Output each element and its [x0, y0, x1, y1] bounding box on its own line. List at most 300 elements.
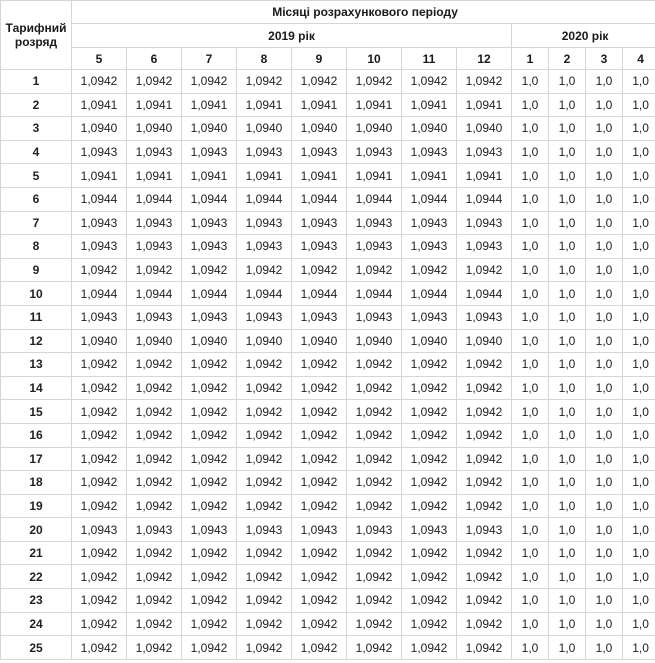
coefficient-cell: 1,0940: [237, 117, 292, 141]
table-row: [1, 400, 655, 424]
coefficient-cell: 1,0940: [457, 117, 512, 141]
coefficient-cell: 1,0: [623, 423, 655, 447]
month-header-2019: 6: [127, 48, 182, 70]
coefficient-cell: 1,0942: [237, 353, 292, 377]
coefficient-cell: 1,0: [586, 211, 623, 235]
coefficient-cell: 1,0: [623, 353, 655, 377]
coefficient-cell: 1,0: [586, 235, 623, 259]
coefficient-cell: 1,0943: [182, 211, 237, 235]
coefficient-cell: 1,0: [623, 471, 655, 495]
coefficient-cell: 1,0: [512, 164, 549, 188]
table-row: [1, 636, 655, 660]
coefficient-cell: 1,0: [512, 353, 549, 377]
coefficient-cell: 1,0942: [292, 376, 347, 400]
coefficient-cell: 1,0943: [347, 235, 402, 259]
coefficient-cell: 1,0943: [237, 140, 292, 164]
coefficient-cell: 1,0: [512, 423, 549, 447]
month-header-2019: 8: [237, 48, 292, 70]
coefficient-cell: 1,0: [586, 353, 623, 377]
coefficient-cell: 1,0942: [72, 494, 127, 518]
coefficient-cell: 1,0941: [347, 93, 402, 117]
coefficient-cell: 1,0: [623, 235, 655, 259]
coefficient-cell: 1,0944: [347, 187, 402, 211]
coefficient-cell: 1,0942: [457, 494, 512, 518]
coefficient-cell: 1,0: [549, 423, 586, 447]
coefficient-cell: 1,0942: [292, 541, 347, 565]
month-header-2020: 2: [549, 48, 586, 70]
coefficient-cell: 1,0: [586, 70, 623, 94]
coefficient-cell: 1,0944: [402, 187, 457, 211]
coefficient-cell: 1,0943: [347, 305, 402, 329]
coefficient-cell: 1,0943: [237, 211, 292, 235]
coefficient-cell: 1,0943: [292, 305, 347, 329]
coefficient-cell: 1,0: [623, 117, 655, 141]
coefficient-cell: 1,0942: [402, 376, 457, 400]
coefficient-cell: 1,0943: [72, 305, 127, 329]
coefficient-cell: 1,0943: [402, 305, 457, 329]
coefficient-cell: 1,0: [586, 117, 623, 141]
coefficient-cell: 1,0942: [457, 636, 512, 660]
coefficient-cell: 1,0943: [457, 305, 512, 329]
coefficient-cell: 1,0941: [237, 164, 292, 188]
coefficient-cell: 1,0942: [127, 258, 182, 282]
coefficient-cell: 1,0942: [182, 400, 237, 424]
coefficient-cell: 1,0942: [127, 447, 182, 471]
coefficient-cell: 1,0940: [347, 117, 402, 141]
month-header-2019: 7: [182, 48, 237, 70]
coefficient-cell: 1,0942: [182, 565, 237, 589]
coefficient-cell: 1,0942: [237, 471, 292, 495]
coefficient-cell: 1,0942: [72, 423, 127, 447]
coefficient-cell: 1,0940: [457, 329, 512, 353]
coefficient-cell: 1,0942: [457, 376, 512, 400]
grade-cell: 24: [1, 612, 72, 636]
coefficient-cell: 1,0942: [402, 400, 457, 424]
coefficient-cell: 1,0942: [237, 400, 292, 424]
coefficient-cell: 1,0: [586, 447, 623, 471]
coefficient-cell: 1,0942: [292, 423, 347, 447]
coefficient-cell: 1,0: [586, 93, 623, 117]
coefficient-cell: 1,0943: [237, 305, 292, 329]
coefficient-cell: 1,0942: [347, 353, 402, 377]
coefficient-cell: 1,0943: [402, 518, 457, 542]
coefficient-cell: 1,0942: [347, 447, 402, 471]
coefficient-cell: 1,0942: [182, 258, 237, 282]
coefficient-cell: 1,0942: [182, 612, 237, 636]
grade-cell: 12: [1, 329, 72, 353]
coefficient-cell: 1,0942: [347, 376, 402, 400]
coefficient-cell: 1,0943: [127, 140, 182, 164]
grade-cell: 17: [1, 447, 72, 471]
coefficient-cell: 1,0: [623, 494, 655, 518]
coefficient-cell: 1,0: [623, 447, 655, 471]
coefficient-cell: 1,0: [586, 305, 623, 329]
coefficient-cell: 1,0: [623, 140, 655, 164]
coefficient-cell: 1,0: [549, 612, 586, 636]
table-row: [1, 187, 655, 211]
coefficient-cell: 1,0: [512, 187, 549, 211]
coefficient-cell: 1,0: [623, 565, 655, 589]
coefficient-cell: 1,0942: [292, 612, 347, 636]
coefficient-cell: 1,0: [549, 541, 586, 565]
coefficient-cell: 1,0940: [72, 329, 127, 353]
coefficient-cell: 1,0942: [237, 70, 292, 94]
coefficient-cell: 1,0943: [292, 140, 347, 164]
coefficient-cell: 1,0942: [72, 565, 127, 589]
month-header-2019: 10: [347, 48, 402, 70]
coefficient-cell: 1,0941: [127, 164, 182, 188]
grade-cell: 10: [1, 282, 72, 306]
coefficient-cell: 1,0943: [182, 235, 237, 259]
coefficient-cell: 1,0942: [127, 70, 182, 94]
coefficient-cell: 1,0942: [237, 541, 292, 565]
coefficient-cell: 1,0942: [457, 541, 512, 565]
coefficient-cell: 1,0942: [127, 423, 182, 447]
coefficient-cell: 1,0942: [182, 423, 237, 447]
coefficient-cell: 1,0: [623, 305, 655, 329]
coefficient-cell: 1,0942: [127, 400, 182, 424]
coefficient-cell: 1,0942: [457, 353, 512, 377]
table-row: [1, 423, 655, 447]
coefficient-cell: 1,0942: [402, 70, 457, 94]
coefficient-cell: 1,0: [586, 541, 623, 565]
table-row: [1, 70, 655, 94]
coefficient-cell: 1,0942: [127, 589, 182, 613]
coefficient-cell: 1,0943: [182, 140, 237, 164]
coefficient-cell: 1,0: [549, 447, 586, 471]
coefficient-cell: 1,0942: [402, 471, 457, 495]
coefficient-cell: 1,0: [623, 329, 655, 353]
coefficient-cell: 1,0: [586, 423, 623, 447]
coefficient-cell: 1,0943: [127, 305, 182, 329]
coefficient-cell: 1,0: [512, 589, 549, 613]
coefficient-cell: 1,0942: [182, 70, 237, 94]
coefficient-cell: 1,0: [586, 636, 623, 660]
table-row: [1, 471, 655, 495]
coefficient-cell: 1,0944: [457, 187, 512, 211]
coefficient-cell: 1,0: [549, 164, 586, 188]
coefficient-cell: 1,0942: [127, 471, 182, 495]
coefficient-cell: 1,0942: [127, 494, 182, 518]
grade-cell: 3: [1, 117, 72, 141]
coefficient-cell: 1,0942: [292, 471, 347, 495]
coefficient-cell: 1,0941: [182, 93, 237, 117]
coefficient-cell: 1,0942: [72, 447, 127, 471]
coefficient-cell: 1,0940: [292, 117, 347, 141]
coefficient-cell: 1,0942: [457, 70, 512, 94]
coefficient-cell: 1,0942: [457, 423, 512, 447]
table-row: [1, 541, 655, 565]
grade-cell: 5: [1, 164, 72, 188]
coefficient-cell: 1,0: [549, 93, 586, 117]
table-row: [1, 258, 655, 282]
coefficient-cell: 1,0942: [292, 258, 347, 282]
table-row: [1, 117, 655, 141]
coefficient-cell: 1,0942: [182, 541, 237, 565]
coefficient-cell: 1,0944: [347, 282, 402, 306]
coefficient-cell: 1,0: [512, 70, 549, 94]
coefficient-cell: 1,0: [586, 518, 623, 542]
month-header-2020: 4: [623, 48, 655, 70]
coefficient-cell: 1,0943: [237, 518, 292, 542]
coefficient-cell: 1,0: [512, 541, 549, 565]
coefficient-cell: 1,0942: [292, 400, 347, 424]
coefficient-cell: 1,0: [623, 70, 655, 94]
coefficient-cell: 1,0940: [182, 329, 237, 353]
coefficient-cell: 1,0942: [347, 636, 402, 660]
coefficient-cell: 1,0: [512, 235, 549, 259]
grade-cell: 15: [1, 400, 72, 424]
coefficient-cell: 1,0940: [237, 329, 292, 353]
month-header-2019: 5: [72, 48, 127, 70]
coefficient-cell: 1,0940: [402, 117, 457, 141]
coefficient-cell: 1,0942: [347, 471, 402, 495]
month-header-2020: 3: [586, 48, 623, 70]
coefficient-cell: 1,0942: [127, 612, 182, 636]
coefficient-cell: 1,0: [623, 636, 655, 660]
coefficient-cell: 1,0942: [402, 636, 457, 660]
coefficient-cell: 1,0940: [127, 117, 182, 141]
coefficient-cell: 1,0942: [402, 353, 457, 377]
coefficient-cell: 1,0943: [182, 518, 237, 542]
table-row: [1, 235, 655, 259]
coefficient-cell: 1,0: [549, 589, 586, 613]
table-row: [1, 612, 655, 636]
coefficient-cell: 1,0942: [457, 589, 512, 613]
coefficient-cell: 1,0: [549, 140, 586, 164]
coefficient-cell: 1,0940: [182, 117, 237, 141]
coefficient-cell: 1,0942: [182, 589, 237, 613]
coefficient-cell: 1,0: [586, 400, 623, 424]
coefficient-cell: 1,0940: [402, 329, 457, 353]
coefficient-cell: 1,0944: [237, 187, 292, 211]
grade-cell: 16: [1, 423, 72, 447]
table-row: [1, 164, 655, 188]
coefficient-cell: 1,0944: [182, 282, 237, 306]
coefficient-cell: 1,0942: [402, 612, 457, 636]
coefficient-cell: 1,0942: [402, 541, 457, 565]
table-row: [1, 329, 655, 353]
coefficient-cell: 1,0: [512, 518, 549, 542]
coefficient-cell: 1,0: [549, 329, 586, 353]
coefficient-cell: 1,0942: [127, 636, 182, 660]
month-header-2019: 9: [292, 48, 347, 70]
coefficient-cell: 1,0943: [457, 518, 512, 542]
coefficient-cell: 1,0944: [292, 187, 347, 211]
grade-cell: 19: [1, 494, 72, 518]
coefficient-cell: 1,0: [549, 117, 586, 141]
coefficient-cell: 1,0942: [457, 447, 512, 471]
coefficient-cell: 1,0942: [402, 423, 457, 447]
coefficient-cell: 1,0942: [347, 589, 402, 613]
coefficient-cell: 1,0943: [292, 518, 347, 542]
coefficient-cell: 1,0942: [72, 612, 127, 636]
coefficient-cell: 1,0942: [402, 589, 457, 613]
coefficient-cell: 1,0: [586, 471, 623, 495]
coefficient-cell: 1,0942: [237, 612, 292, 636]
coefficient-cell: 1,0942: [72, 471, 127, 495]
coefficient-cell: 1,0942: [402, 494, 457, 518]
coefficient-cell: 1,0942: [237, 565, 292, 589]
coefficient-cell: 1,0: [512, 565, 549, 589]
coefficient-cell: 1,0: [586, 187, 623, 211]
coefficient-cell: 1,0943: [457, 211, 512, 235]
coefficient-cell: 1,0: [512, 636, 549, 660]
coefficient-cell: 1,0944: [402, 282, 457, 306]
coefficient-cell: 1,0: [623, 258, 655, 282]
coefficient-cell: 1,0: [512, 447, 549, 471]
coefficient-cell: 1,0943: [292, 235, 347, 259]
coefficient-cell: 1,0941: [402, 164, 457, 188]
coefficient-cell: 1,0942: [127, 565, 182, 589]
grade-cell: 20: [1, 518, 72, 542]
coefficient-cell: 1,0942: [237, 636, 292, 660]
table-row: [1, 305, 655, 329]
coefficient-cell: 1,0: [623, 211, 655, 235]
coefficient-cell: 1,0: [623, 282, 655, 306]
grade-cell: 11: [1, 305, 72, 329]
coefficient-cell: 1,0943: [347, 211, 402, 235]
year-2020-header: 2020 рік: [512, 24, 655, 48]
coefficient-cell: 1,0: [549, 305, 586, 329]
coefficient-cell: 1,0942: [72, 589, 127, 613]
coefficient-cell: 1,0941: [292, 164, 347, 188]
coefficient-cell: 1,0943: [457, 235, 512, 259]
coefficient-cell: 1,0944: [292, 282, 347, 306]
coefficient-cell: 1,0: [586, 612, 623, 636]
coefficient-cell: 1,0941: [292, 93, 347, 117]
coefficient-cell: 1,0: [549, 282, 586, 306]
coefficient-cell: 1,0941: [402, 93, 457, 117]
coefficient-cell: 1,0: [586, 329, 623, 353]
grade-cell: 8: [1, 235, 72, 259]
coefficient-cell: 1,0942: [347, 423, 402, 447]
coefficient-cell: 1,0: [549, 235, 586, 259]
month-header-2019: 12: [457, 48, 512, 70]
coefficient-cell: 1,0: [512, 211, 549, 235]
coefficient-cell: 1,0942: [402, 565, 457, 589]
coefficient-cell: 1,0943: [402, 235, 457, 259]
coefficient-cell: 1,0940: [347, 329, 402, 353]
coefficient-cell: 1,0941: [457, 164, 512, 188]
coefficient-cell: 1,0942: [237, 589, 292, 613]
coefficient-cell: 1,0942: [237, 423, 292, 447]
coefficient-cell: 1,0944: [127, 187, 182, 211]
coefficient-cell: 1,0944: [127, 282, 182, 306]
grade-cell: 2: [1, 93, 72, 117]
coefficient-cell: 1,0: [512, 471, 549, 495]
coefficient-cell: 1,0: [512, 140, 549, 164]
coefficient-cell: 1,0: [512, 93, 549, 117]
coefficient-cell: 1,0941: [457, 93, 512, 117]
coefficient-cell: 1,0943: [237, 235, 292, 259]
coefficient-cell: 1,0942: [182, 376, 237, 400]
coefficient-cell: 1,0943: [347, 140, 402, 164]
coefficient-cell: 1,0: [512, 282, 549, 306]
coefficient-cell: 1,0: [586, 494, 623, 518]
coefficient-cell: 1,0944: [182, 187, 237, 211]
table-row: [1, 93, 655, 117]
coefficient-cell: 1,0941: [72, 164, 127, 188]
coefficient-cell: 1,0: [623, 541, 655, 565]
table-row: [1, 353, 655, 377]
coefficient-cell: 1,0943: [127, 518, 182, 542]
coefficient-cell: 1,0944: [457, 282, 512, 306]
coefficient-cell: 1,0942: [127, 353, 182, 377]
table-row: [1, 494, 655, 518]
coefficient-cell: 1,0942: [72, 376, 127, 400]
coefficient-cell: 1,0: [549, 70, 586, 94]
coefficient-cell: 1,0942: [72, 258, 127, 282]
coefficient-cell: 1,0: [549, 518, 586, 542]
coefficient-cell: 1,0: [512, 329, 549, 353]
coefficient-cell: 1,0: [549, 258, 586, 282]
coefficient-cell: 1,0: [586, 376, 623, 400]
coefficient-cell: 1,0942: [347, 494, 402, 518]
coefficient-cell: 1,0: [512, 612, 549, 636]
coefficient-cell: 1,0943: [72, 140, 127, 164]
grade-cell: 23: [1, 589, 72, 613]
coefficient-cell: 1,0942: [127, 376, 182, 400]
coefficient-cell: 1,0: [586, 282, 623, 306]
coefficient-cell: 1,0943: [402, 140, 457, 164]
coefficient-cell: 1,0943: [127, 235, 182, 259]
coefficient-cell: 1,0: [549, 211, 586, 235]
coefficient-cell: 1,0944: [72, 187, 127, 211]
table-row: [1, 211, 655, 235]
coefficient-cell: 1,0942: [182, 471, 237, 495]
coefficient-cell: 1,0943: [292, 211, 347, 235]
grade-cell: 7: [1, 211, 72, 235]
grade-cell: 4: [1, 140, 72, 164]
coefficient-cell: 1,0942: [72, 400, 127, 424]
grade-cell: 21: [1, 541, 72, 565]
coefficient-cell: 1,0942: [182, 494, 237, 518]
coefficient-cell: 1,0942: [347, 258, 402, 282]
coefficient-cell: 1,0: [549, 376, 586, 400]
coefficient-cell: 1,0941: [72, 93, 127, 117]
coefficient-cell: 1,0941: [347, 164, 402, 188]
table-row: [1, 565, 655, 589]
grade-cell: 18: [1, 471, 72, 495]
coefficient-cell: 1,0942: [292, 565, 347, 589]
coefficient-cell: 1,0942: [292, 636, 347, 660]
coefficient-cell: 1,0942: [237, 376, 292, 400]
coefficient-cell: 1,0: [549, 494, 586, 518]
coefficient-cell: 1,0: [623, 589, 655, 613]
coefficient-cell: 1,0: [586, 258, 623, 282]
coefficient-cell: 1,0942: [457, 400, 512, 424]
coefficient-cell: 1,0: [623, 164, 655, 188]
coefficient-cell: 1,0943: [347, 518, 402, 542]
coefficient-cell: 1,0: [623, 612, 655, 636]
coefficient-cell: 1,0: [586, 589, 623, 613]
coefficient-cell: 1,0: [623, 400, 655, 424]
coefficient-cell: 1,0942: [402, 447, 457, 471]
coefficient-cell: 1,0: [623, 518, 655, 542]
coefficient-cell: 1,0: [549, 187, 586, 211]
coefficient-cell: 1,0942: [237, 494, 292, 518]
coefficient-cell: 1,0941: [182, 164, 237, 188]
coefficient-cell: 1,0942: [182, 636, 237, 660]
coefficient-cell: 1,0940: [127, 329, 182, 353]
grade-cell: 14: [1, 376, 72, 400]
coefficient-cell: 1,0942: [72, 636, 127, 660]
coefficient-cell: 1,0: [549, 565, 586, 589]
coefficient-cell: 1,0: [586, 164, 623, 188]
table-row: [1, 140, 655, 164]
coefficient-cell: 1,0: [586, 565, 623, 589]
